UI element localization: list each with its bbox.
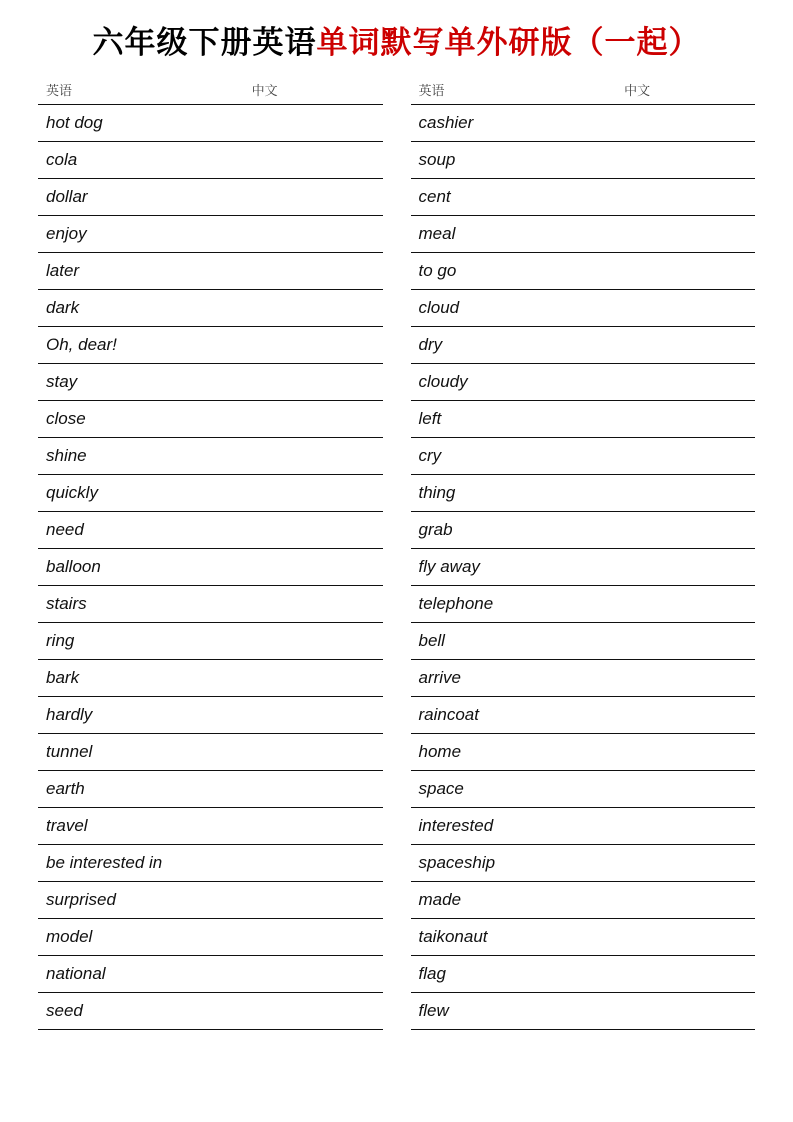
- table-row: [38, 549, 383, 586]
- table-row: [411, 438, 756, 475]
- answer-cell[interactable]: [624, 586, 755, 623]
- word-cell: dollar: [38, 179, 252, 216]
- word-cell: bark: [38, 660, 252, 697]
- answer-cell[interactable]: [624, 364, 755, 401]
- table-row: [411, 364, 756, 401]
- header-english: 英语: [38, 78, 252, 105]
- table-row: [38, 586, 383, 623]
- table-row: [38, 105, 383, 142]
- word-cell: balloon: [38, 549, 252, 586]
- word-cell: Oh, dear!: [38, 327, 252, 364]
- answer-cell[interactable]: [252, 734, 383, 771]
- word-cell: bell: [411, 623, 625, 660]
- answer-cell[interactable]: [624, 882, 755, 919]
- word-cell: enjoy: [38, 216, 252, 253]
- word-cell: ring: [38, 623, 252, 660]
- page-title: [38, 22, 755, 64]
- answer-cell[interactable]: [624, 845, 755, 882]
- table-row: [38, 327, 383, 364]
- table-row: [411, 623, 756, 660]
- word-cell: space: [411, 771, 625, 808]
- answer-cell[interactable]: [624, 512, 755, 549]
- table-header-row: [38, 78, 383, 105]
- word-cell: flew: [411, 993, 625, 1030]
- word-cell: dark: [38, 290, 252, 327]
- word-cell: thing: [411, 475, 625, 512]
- table-row: [38, 771, 383, 808]
- answer-cell[interactable]: [624, 438, 755, 475]
- answer-cell[interactable]: [624, 808, 755, 845]
- answer-cell[interactable]: [252, 882, 383, 919]
- word-cell: need: [38, 512, 252, 549]
- table-row: [38, 512, 383, 549]
- answer-cell[interactable]: [252, 623, 383, 660]
- table-row: [38, 142, 383, 179]
- answer-cell[interactable]: [252, 845, 383, 882]
- table-row: [411, 253, 756, 290]
- answer-cell[interactable]: [252, 808, 383, 845]
- word-cell: taikonaut: [411, 919, 625, 956]
- word-cell: telephone: [411, 586, 625, 623]
- word-cell: tunnel: [38, 734, 252, 771]
- table-body-left: [38, 105, 383, 1030]
- table-row: [38, 401, 383, 438]
- answer-cell[interactable]: [624, 253, 755, 290]
- answer-cell[interactable]: [252, 475, 383, 512]
- table-row: [411, 808, 756, 845]
- answer-cell[interactable]: [252, 993, 383, 1030]
- table-header-row: [411, 78, 756, 105]
- word-table-right: [411, 78, 756, 1030]
- table-row: [38, 438, 383, 475]
- answer-cell[interactable]: [252, 697, 383, 734]
- answer-cell[interactable]: [624, 401, 755, 438]
- word-cell: stairs: [38, 586, 252, 623]
- word-cell: dry: [411, 327, 625, 364]
- word-cell: arrive: [411, 660, 625, 697]
- table-row: [411, 771, 756, 808]
- word-cell: cent: [411, 179, 625, 216]
- answer-cell[interactable]: [624, 697, 755, 734]
- answer-cell[interactable]: [252, 660, 383, 697]
- answer-cell[interactable]: [252, 956, 383, 993]
- word-cell: later: [38, 253, 252, 290]
- answer-cell[interactable]: [252, 586, 383, 623]
- table-row: [38, 290, 383, 327]
- table-row: [411, 327, 756, 364]
- word-cell: soup: [411, 142, 625, 179]
- word-cell: cloudy: [411, 364, 625, 401]
- table-row: [411, 475, 756, 512]
- answer-cell[interactable]: [624, 549, 755, 586]
- answer-cell[interactable]: [624, 919, 755, 956]
- table-row: [411, 697, 756, 734]
- word-cell: stay: [38, 364, 252, 401]
- table-row: [38, 697, 383, 734]
- word-cell: national: [38, 956, 252, 993]
- table-row: [411, 401, 756, 438]
- word-cell: left: [411, 401, 625, 438]
- word-cell: to go: [411, 253, 625, 290]
- table-row: [411, 216, 756, 253]
- word-cell: hardly: [38, 697, 252, 734]
- word-cell: travel: [38, 808, 252, 845]
- word-cell: spaceship: [411, 845, 625, 882]
- answer-cell[interactable]: [624, 956, 755, 993]
- answer-cell[interactable]: [252, 327, 383, 364]
- answer-cell[interactable]: [624, 216, 755, 253]
- answer-cell[interactable]: [624, 993, 755, 1030]
- answer-cell[interactable]: [252, 512, 383, 549]
- table-row: [38, 660, 383, 697]
- word-cell: grab: [411, 512, 625, 549]
- table-row: [411, 179, 756, 216]
- table-row: [411, 660, 756, 697]
- word-cell: raincoat: [411, 697, 625, 734]
- answer-cell[interactable]: [252, 401, 383, 438]
- table-row: [411, 919, 756, 956]
- left-column: [38, 78, 383, 1030]
- header-english: 英语: [411, 78, 625, 105]
- answer-cell[interactable]: [252, 364, 383, 401]
- header-chinese: 中文: [252, 78, 383, 105]
- table-row: [411, 586, 756, 623]
- word-cell: hot dog: [38, 105, 252, 142]
- answer-cell[interactable]: [252, 216, 383, 253]
- word-table-left: [38, 78, 383, 1030]
- page-title-red: 单词默写单外研版（一起）: [316, 25, 701, 60]
- answer-cell[interactable]: [624, 660, 755, 697]
- word-cell: made: [411, 882, 625, 919]
- table-row: [411, 290, 756, 327]
- page-title-black: 六年级下册英语: [92, 25, 317, 60]
- right-column: [411, 78, 756, 1030]
- word-cell: close: [38, 401, 252, 438]
- answer-cell[interactable]: [252, 771, 383, 808]
- table-row: [38, 253, 383, 290]
- table-row: [38, 364, 383, 401]
- word-cell: surprised: [38, 882, 252, 919]
- table-body-right: [411, 105, 756, 1030]
- table-row: [38, 956, 383, 993]
- answer-cell[interactable]: [624, 771, 755, 808]
- answer-cell[interactable]: [252, 105, 383, 142]
- table-row: [38, 845, 383, 882]
- word-columns: [38, 78, 755, 1030]
- table-row: [411, 882, 756, 919]
- table-row: [411, 734, 756, 771]
- answer-cell[interactable]: [624, 290, 755, 327]
- word-cell: shine: [38, 438, 252, 475]
- answer-cell[interactable]: [252, 438, 383, 475]
- answer-cell[interactable]: [252, 290, 383, 327]
- word-cell: interested: [411, 808, 625, 845]
- answer-cell[interactable]: [624, 327, 755, 364]
- word-cell: cry: [411, 438, 625, 475]
- table-row: [411, 549, 756, 586]
- table-row: [411, 105, 756, 142]
- table-row: [38, 882, 383, 919]
- answer-cell[interactable]: [624, 179, 755, 216]
- table-row: [38, 993, 383, 1030]
- answer-cell[interactable]: [624, 105, 755, 142]
- table-row: [411, 845, 756, 882]
- table-row: [411, 993, 756, 1030]
- answer-cell[interactable]: [252, 179, 383, 216]
- answer-cell[interactable]: [624, 475, 755, 512]
- word-cell: cashier: [411, 105, 625, 142]
- header-chinese: 中文: [624, 78, 755, 105]
- word-cell: cloud: [411, 290, 625, 327]
- word-cell: meal: [411, 216, 625, 253]
- answer-cell[interactable]: [252, 142, 383, 179]
- table-row: [38, 808, 383, 845]
- answer-cell[interactable]: [252, 919, 383, 956]
- word-cell: model: [38, 919, 252, 956]
- answer-cell[interactable]: [624, 734, 755, 771]
- word-cell: earth: [38, 771, 252, 808]
- word-cell: home: [411, 734, 625, 771]
- answer-cell[interactable]: [252, 253, 383, 290]
- answer-cell[interactable]: [252, 549, 383, 586]
- table-row: [38, 623, 383, 660]
- table-row: [38, 734, 383, 771]
- table-row: [38, 919, 383, 956]
- word-cell: seed: [38, 993, 252, 1030]
- answer-cell[interactable]: [624, 623, 755, 660]
- word-cell: flag: [411, 956, 625, 993]
- answer-cell[interactable]: [624, 142, 755, 179]
- table-row: [38, 475, 383, 512]
- table-row: [38, 216, 383, 253]
- table-row: [411, 512, 756, 549]
- word-cell: fly away: [411, 549, 625, 586]
- word-cell: cola: [38, 142, 252, 179]
- table-row: [411, 142, 756, 179]
- table-row: [38, 179, 383, 216]
- word-cell: quickly: [38, 475, 252, 512]
- table-row: [411, 956, 756, 993]
- word-cell: be interested in: [38, 845, 252, 882]
